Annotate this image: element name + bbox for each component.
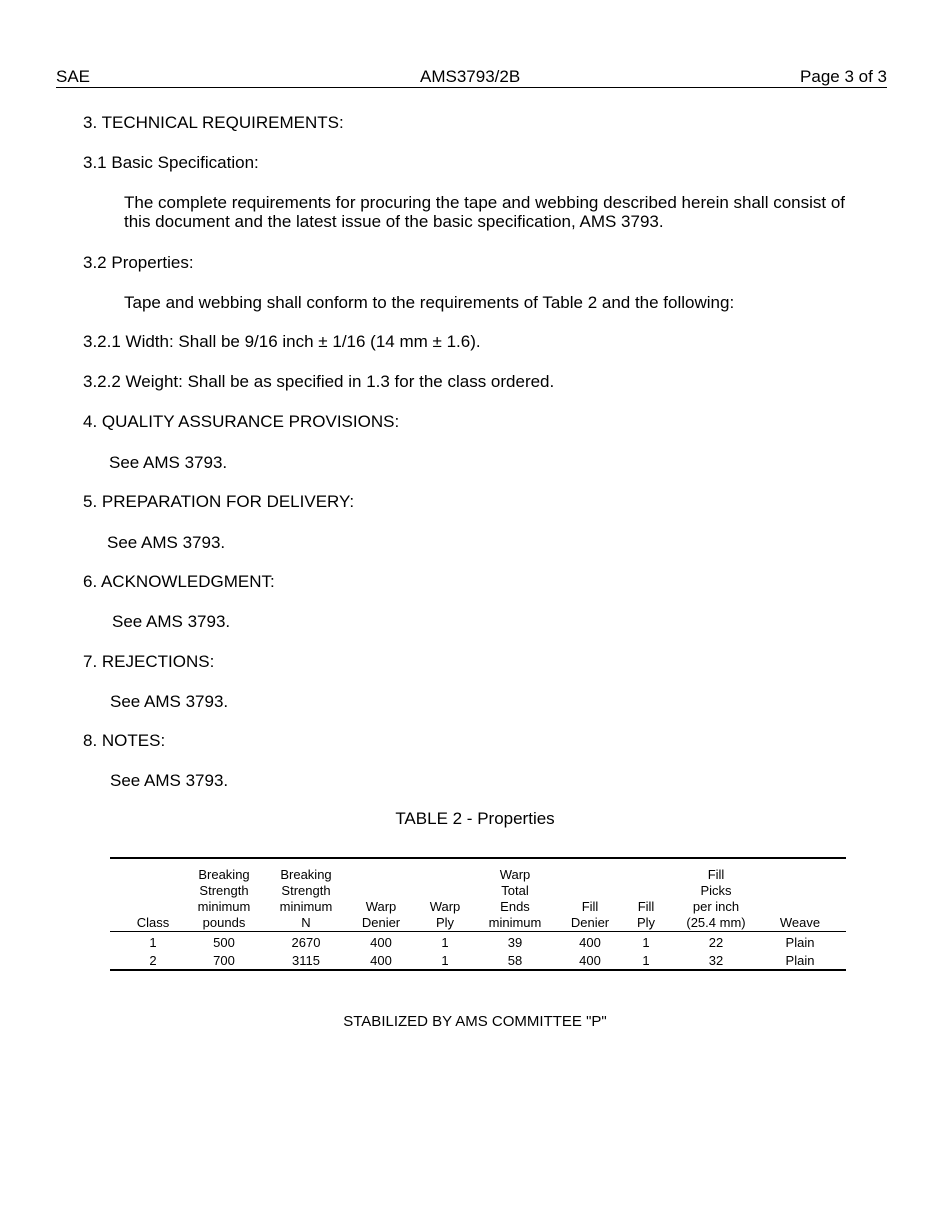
table-header-cell xyxy=(560,899,620,931)
table-header-text: Class xyxy=(136,915,170,930)
table-header-text: Fill xyxy=(581,899,599,914)
table-header-cell xyxy=(266,867,346,931)
section-7-text: See AMS 3793. xyxy=(110,692,229,711)
table-cell: 22 xyxy=(708,935,724,950)
table-header-text: minimum xyxy=(197,899,251,914)
section-8-text: See AMS 3793. xyxy=(110,771,229,790)
table-cell: 2670 xyxy=(291,935,321,950)
table-cell: Plain xyxy=(785,953,815,968)
table-header-text: Denier xyxy=(361,915,401,930)
table-top-rule xyxy=(110,857,846,859)
table-cell: 400 xyxy=(370,953,392,968)
table-header-text: Ply xyxy=(636,915,656,930)
section-6-heading: 6. ACKNOWLEDGMENT: xyxy=(83,572,275,591)
table-header-cell xyxy=(184,867,264,931)
table-header-cell xyxy=(671,867,761,931)
table-cell: 1 xyxy=(149,935,157,950)
header-page-number: Page 3 of 3 xyxy=(800,67,887,86)
header-org: SAE xyxy=(56,67,91,86)
table-cell: 1 xyxy=(441,953,449,968)
table-header-row xyxy=(110,865,846,931)
table-cell: 3115 xyxy=(292,953,320,968)
table-header-text: N xyxy=(301,915,311,930)
table-cell: 400 xyxy=(370,935,392,950)
table-header-cell xyxy=(118,915,188,931)
section-4-heading: 4. QUALITY ASSURANCE PROVISIONS: xyxy=(83,412,400,431)
table-header-text: Warp xyxy=(365,899,397,914)
table-cell: 1 xyxy=(441,935,449,950)
table-header-text: Ends xyxy=(500,899,530,914)
stabilized-note: STABILIZED BY AMS COMMITTEE "P" xyxy=(343,1013,607,1030)
section-3-2-1: 3.2.1 Width: Shall be 9/16 inch ± 1/16 (14 mm ± 1.6). xyxy=(83,332,481,351)
section-5-heading: 5. PREPARATION FOR DELIVERY: xyxy=(83,492,355,511)
table-header-text: Picks xyxy=(700,883,732,898)
table-header-text: Breaking xyxy=(280,867,332,882)
section-3-heading: 3. TECHNICAL REQUIREMENTS: xyxy=(83,113,344,132)
table-cell: 1 xyxy=(642,935,650,950)
table-header-text: minimum xyxy=(279,899,333,914)
section-5-text: See AMS 3793. xyxy=(107,533,226,552)
table-header-rule xyxy=(110,931,846,932)
table-cell: 700 xyxy=(213,953,235,968)
table-header-text: Strength xyxy=(199,883,249,898)
table-header-cell xyxy=(765,915,835,931)
table-cell: 400 xyxy=(579,953,601,968)
table-header-text: Warp xyxy=(429,899,461,914)
table-title: TABLE 2 - Properties xyxy=(395,809,555,828)
table-header-text: minimum xyxy=(488,915,542,930)
table-header-text: per inch xyxy=(692,899,740,914)
section-3-1-heading: 3.1 Basic Specification: xyxy=(83,153,259,172)
table-cell: 400 xyxy=(579,935,601,950)
section-4-text: See AMS 3793. xyxy=(109,453,228,472)
table-cell: Plain xyxy=(785,935,815,950)
table-header-text: Ply xyxy=(435,915,455,930)
table-header-cell xyxy=(351,899,411,931)
table-header-text: Strength xyxy=(281,883,331,898)
table-cell: 32 xyxy=(708,953,724,968)
table-cell: 39 xyxy=(507,935,523,950)
table-header-cell xyxy=(626,899,666,931)
table-bottom-rule xyxy=(110,969,846,971)
header-doc-number: AMS3793/2B xyxy=(420,67,521,86)
table-header-text: Fill xyxy=(707,867,725,882)
table-header-text: pounds xyxy=(202,915,246,930)
table-header-text: Fill xyxy=(637,899,655,914)
table-header-text: Breaking xyxy=(198,867,250,882)
table-header-text: Warp xyxy=(499,867,531,882)
table-cell: 500 xyxy=(213,935,235,950)
table-cell: 2 xyxy=(149,953,157,968)
table-cell: 1 xyxy=(642,953,650,968)
section-6-text: See AMS 3793. xyxy=(112,612,231,631)
section-3-2-heading: 3.2 Properties: xyxy=(83,253,194,272)
table-cell: 58 xyxy=(507,953,523,968)
section-8-heading: 8. NOTES: xyxy=(83,731,166,750)
page-header xyxy=(56,66,887,88)
section-7-heading: 7. REJECTIONS: xyxy=(83,652,215,671)
table-header-text: Weave xyxy=(779,915,821,930)
table-header-cell xyxy=(420,899,470,931)
section-3-2-2: 3.2.2 Weight: Shall be as specified in 1.3 for the class ordered. xyxy=(83,372,555,391)
table-header-cell xyxy=(470,867,560,931)
section-3-1-text-line-1: The complete requirements for procuring the tape and webbing described herein shall consist of xyxy=(124,193,846,212)
table-header-text: Denier xyxy=(570,915,610,930)
table-header-text: (25.4 mm) xyxy=(686,915,746,930)
section-3-2-text: Tape and webbing shall conform to the requirements of Table 2 and the following: xyxy=(124,293,735,312)
section-3-1-text-line-2: this document and the latest issue of the basic specification, AMS 3793. xyxy=(124,212,664,231)
table-header-text: Total xyxy=(501,883,529,898)
